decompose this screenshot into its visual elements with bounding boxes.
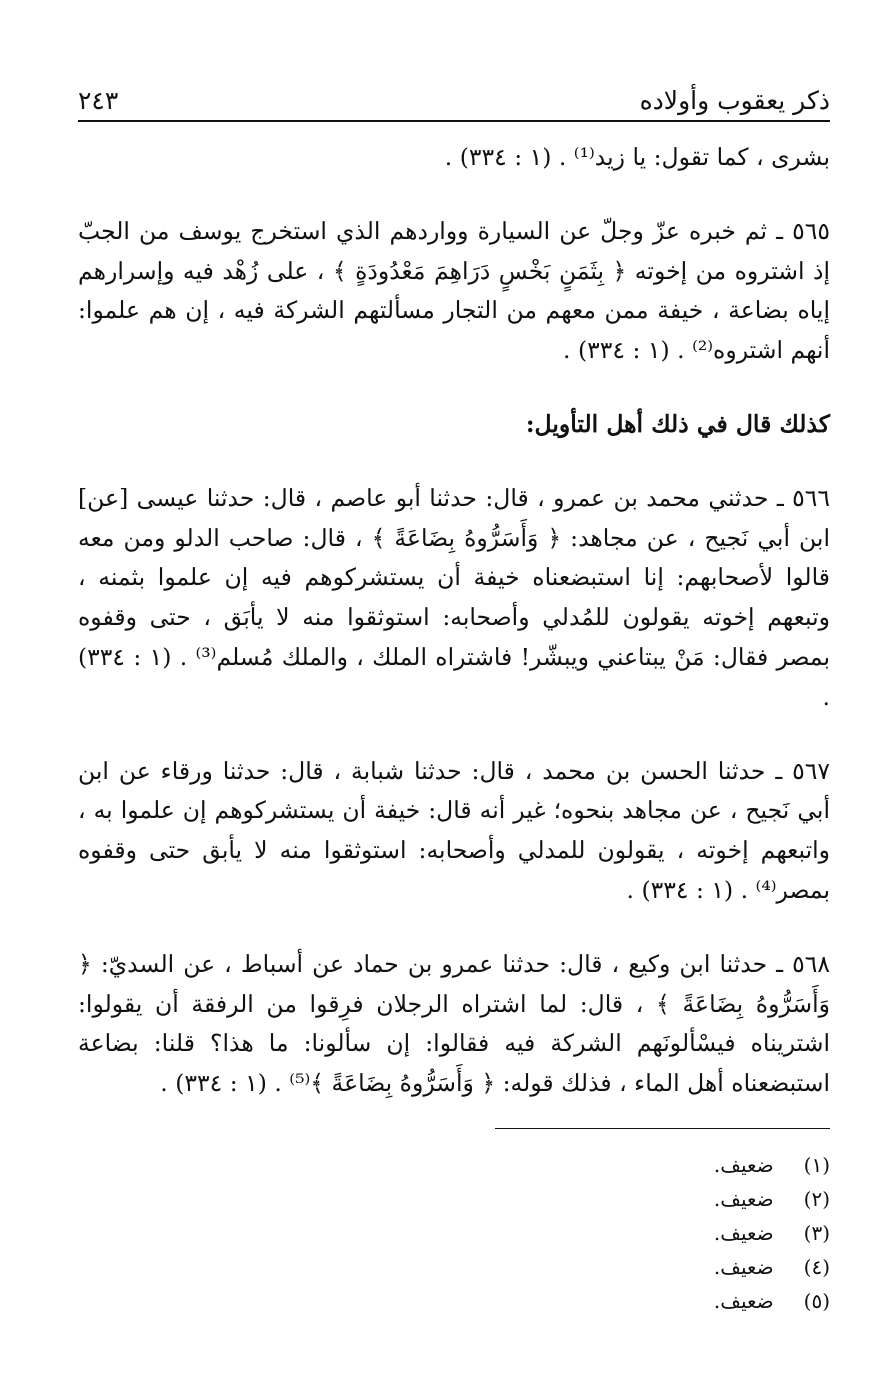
footnote-item xyxy=(430,1284,830,1318)
footnote-number: (٣) xyxy=(803,1221,830,1245)
paragraph-continuation: بشرى ، كما تقول: يا زيد⁽¹⁾ . (١ : ٣٣٤) . xyxy=(444,143,830,171)
page-number: ٢٤٣ xyxy=(78,85,119,115)
footnote-text: ضعيف. xyxy=(713,1153,774,1177)
footnote-item xyxy=(430,1250,830,1284)
paragraph-565: ٥٦٥ ـ ثم خبره عزّ وجلّ عن السيارة وواردهم الذي استخرج يوسف من الجبّ إذ اشتروه من إخوته ﴿ بِثَمَنٍ بَخْسٍ دَرَاهِمَ مَعْدُودَةٍ ﴾ ، على زُهْد فيه وإسرارهم إياه بضاعة ، خيفة ممن معهم من التجار مسألتهم الشركة فيه ، إن هم علموا: أنهم اشتروه⁽²⁾ . (١ : ٣٣٤) . xyxy=(78,216,830,365)
paragraph-568: ٥٦٨ ـ حدثنا ابن وكيع ، قال: حدثنا عمرو بن حماد عن أسباط ، عن السديّ: ﴿ وَأَسَرُّوهُ بِضَاعَةً ﴾ ، قال: لما اشتراه الرجلان فرِقوا من الرفقة أن يقولوا: اشتريناه فيسْألونَهم الشركة فيه فقالوا: إن سألونا: ما هذا؟ قلنا: بضاعة استبضعناه أهل الماء ، فذلك قوله: ﴿ وَأَسَرُّوهُ بِضَاعَةً ﴾⁽⁵⁾ . (١ : ٣٣٤) . xyxy=(78,949,830,1098)
header-rule xyxy=(78,120,830,122)
footnote-text: ضعيف. xyxy=(713,1255,774,1279)
footnote-item xyxy=(430,1216,830,1250)
footnotes xyxy=(430,1148,830,1318)
footnote-item xyxy=(430,1148,830,1182)
running-head-title: ذكر يعقوب وأولاده xyxy=(639,85,830,115)
footnote-number: (٢) xyxy=(803,1187,830,1211)
footnote-number: (١) xyxy=(803,1153,830,1177)
footnote-number: (٤) xyxy=(803,1255,830,1279)
footnote-rule xyxy=(495,1128,830,1129)
paragraph-566: ٥٦٦ ـ حدثني محمد بن عمرو ، قال: حدثنا أبو عاصم ، قال: حدثنا عيسى [عن] ابن أبي نَجيح ، عن مجاهد: ﴿ وَأَسَرُّوهُ بِضَاعَةً ﴾ ، قال: صاحب الدلو ومن معه قالوا لأصحابهم: إنا استبضعناه خيفة أن يستشركوهم فيه إن علموا بثمنه ، وتبعهم إخوته يقولون للمُدلي وأصحابه: استوثقوا منه لا يأبَق ، حتى وقفوه بمصر فقال: مَنْ يبتاعني ويبشّر! فاشتراه الملك ، والملك مُسلم⁽³⁾ . (١ : ٣٣٤) . xyxy=(78,483,830,711)
footnote-text: ضعيف. xyxy=(713,1221,774,1245)
footnote-item xyxy=(430,1182,830,1216)
footnote-text: ضعيف. xyxy=(713,1187,774,1211)
main-text xyxy=(78,138,830,1138)
footnote-number: (٥) xyxy=(803,1289,830,1313)
paragraph-567: ٥٦٧ ـ حدثنا الحسن بن محمد ، قال: حدثنا شبابة ، قال: حدثنا ورقاء عن ابن أبي نَجيح ، عن مجاهد بنحوه؛ غير أنه قال: خيفة أن يستشركوهم إن علموا به ، واتبعهم إخوته ، يقولون للمدلي وأصحابه: استوثقوا منه لا يأبق حتى وقفوه بمصر⁽⁴⁾ . (١ : ٣٣٤) . xyxy=(78,756,830,904)
section-heading: كذلك قال في ذلك أهل التأويل: xyxy=(525,409,830,438)
running-head xyxy=(78,82,830,118)
footnote-text: ضعيف. xyxy=(713,1289,774,1313)
